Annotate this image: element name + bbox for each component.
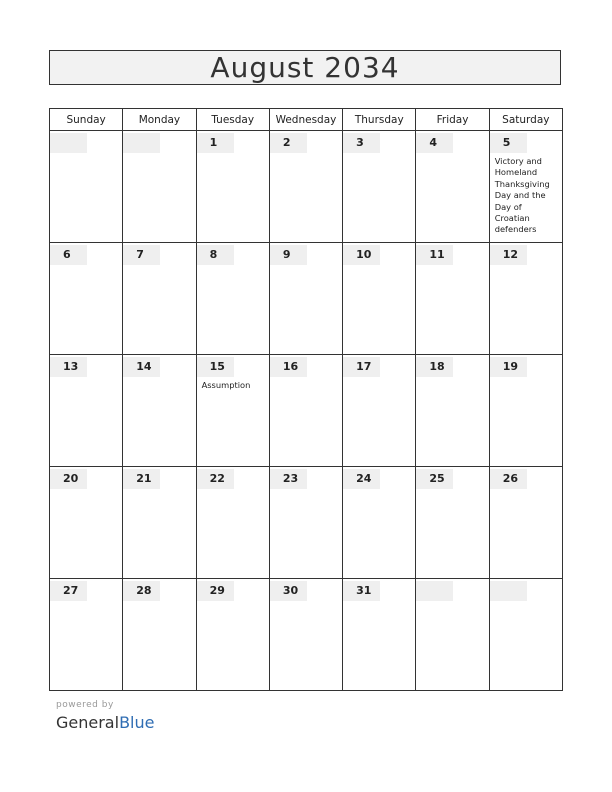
weekday-header-row bbox=[50, 109, 563, 131]
day-number: 8 bbox=[197, 245, 234, 265]
brand-name-general: General bbox=[56, 713, 120, 732]
day-cell bbox=[196, 355, 269, 467]
day-cell bbox=[343, 579, 416, 691]
day-cell bbox=[416, 467, 489, 579]
day-number: 21 bbox=[123, 469, 160, 489]
day-number: 28 bbox=[123, 581, 160, 601]
holiday-label: Victory and Homeland Thanksgiving Day and the Day of Croatian defenders bbox=[494, 156, 550, 235]
day-cell bbox=[343, 131, 416, 243]
day-cell bbox=[416, 243, 489, 355]
weekday-header: Sunday bbox=[50, 109, 123, 131]
day-number: 29 bbox=[197, 581, 234, 601]
day-cell bbox=[416, 131, 489, 243]
week-row bbox=[50, 131, 563, 243]
day-cell bbox=[489, 355, 562, 467]
day-number: 14 bbox=[123, 357, 160, 377]
day-cell bbox=[416, 579, 489, 691]
day-number: 7 bbox=[123, 245, 160, 265]
week-row bbox=[50, 467, 563, 579]
day-number: 17 bbox=[343, 357, 380, 377]
day-cell bbox=[269, 243, 342, 355]
weekday-header: Monday bbox=[123, 109, 196, 131]
day-cell bbox=[123, 355, 196, 467]
day-number: 18 bbox=[416, 357, 453, 377]
day-number: 26 bbox=[490, 469, 527, 489]
day-cell bbox=[489, 467, 562, 579]
day-cell bbox=[196, 467, 269, 579]
day-cell bbox=[269, 579, 342, 691]
week-row bbox=[50, 243, 563, 355]
day-cell bbox=[50, 131, 123, 243]
day-cell bbox=[196, 131, 269, 243]
brand-name-blue: Blue bbox=[119, 713, 155, 732]
day-number: 22 bbox=[197, 469, 234, 489]
day-number: 1 bbox=[197, 133, 234, 153]
day-cell bbox=[489, 243, 562, 355]
day-cell bbox=[123, 243, 196, 355]
day-number: 3 bbox=[343, 133, 380, 153]
calendar-title: August 2034 bbox=[49, 50, 561, 85]
weekday-header: Saturday bbox=[489, 109, 562, 131]
day-cell bbox=[123, 467, 196, 579]
weekday-header: Tuesday bbox=[196, 109, 269, 131]
day-cell bbox=[343, 355, 416, 467]
day-cell bbox=[269, 355, 342, 467]
day-number: 31 bbox=[343, 581, 380, 601]
day-number: 6 bbox=[50, 245, 87, 265]
week-row bbox=[50, 355, 563, 467]
day-cell bbox=[123, 131, 196, 243]
weekday-header: Friday bbox=[416, 109, 489, 131]
day-cell bbox=[50, 355, 123, 467]
day-cell bbox=[196, 243, 269, 355]
day-number: 30 bbox=[270, 581, 307, 601]
weekday-header: Thursday bbox=[343, 109, 416, 131]
day-number bbox=[123, 133, 160, 153]
day-cell bbox=[489, 579, 562, 691]
day-cell bbox=[269, 467, 342, 579]
day-cell bbox=[269, 131, 342, 243]
day-number: 24 bbox=[343, 469, 380, 489]
footer-branding bbox=[56, 700, 154, 732]
day-number bbox=[416, 581, 453, 601]
day-cell bbox=[50, 243, 123, 355]
day-number: 9 bbox=[270, 245, 307, 265]
day-cell bbox=[50, 579, 123, 691]
day-cell bbox=[343, 243, 416, 355]
day-number: 23 bbox=[270, 469, 307, 489]
day-number bbox=[490, 581, 527, 601]
day-number: 5 bbox=[490, 133, 527, 153]
weekday-header: Wednesday bbox=[269, 109, 342, 131]
day-number: 12 bbox=[490, 245, 527, 265]
day-number: 13 bbox=[50, 357, 87, 377]
day-cell bbox=[416, 355, 489, 467]
day-number: 27 bbox=[50, 581, 87, 601]
day-number: 19 bbox=[490, 357, 527, 377]
powered-by-text: powered by bbox=[56, 700, 114, 710]
holiday-label: Assumption bbox=[201, 380, 251, 390]
day-cell bbox=[343, 467, 416, 579]
day-number bbox=[50, 133, 87, 153]
day-number: 16 bbox=[270, 357, 307, 377]
brand-logo bbox=[56, 713, 154, 732]
day-number: 20 bbox=[50, 469, 87, 489]
day-number: 11 bbox=[416, 245, 453, 265]
day-number: 2 bbox=[270, 133, 307, 153]
day-number: 15 bbox=[197, 357, 234, 377]
day-number: 10 bbox=[343, 245, 380, 265]
day-number: 4 bbox=[416, 133, 453, 153]
day-cell bbox=[50, 467, 123, 579]
day-number: 25 bbox=[416, 469, 453, 489]
day-cell bbox=[123, 579, 196, 691]
day-cell bbox=[489, 131, 562, 243]
day-cell bbox=[196, 579, 269, 691]
calendar-grid bbox=[49, 108, 563, 691]
week-row bbox=[50, 579, 563, 691]
